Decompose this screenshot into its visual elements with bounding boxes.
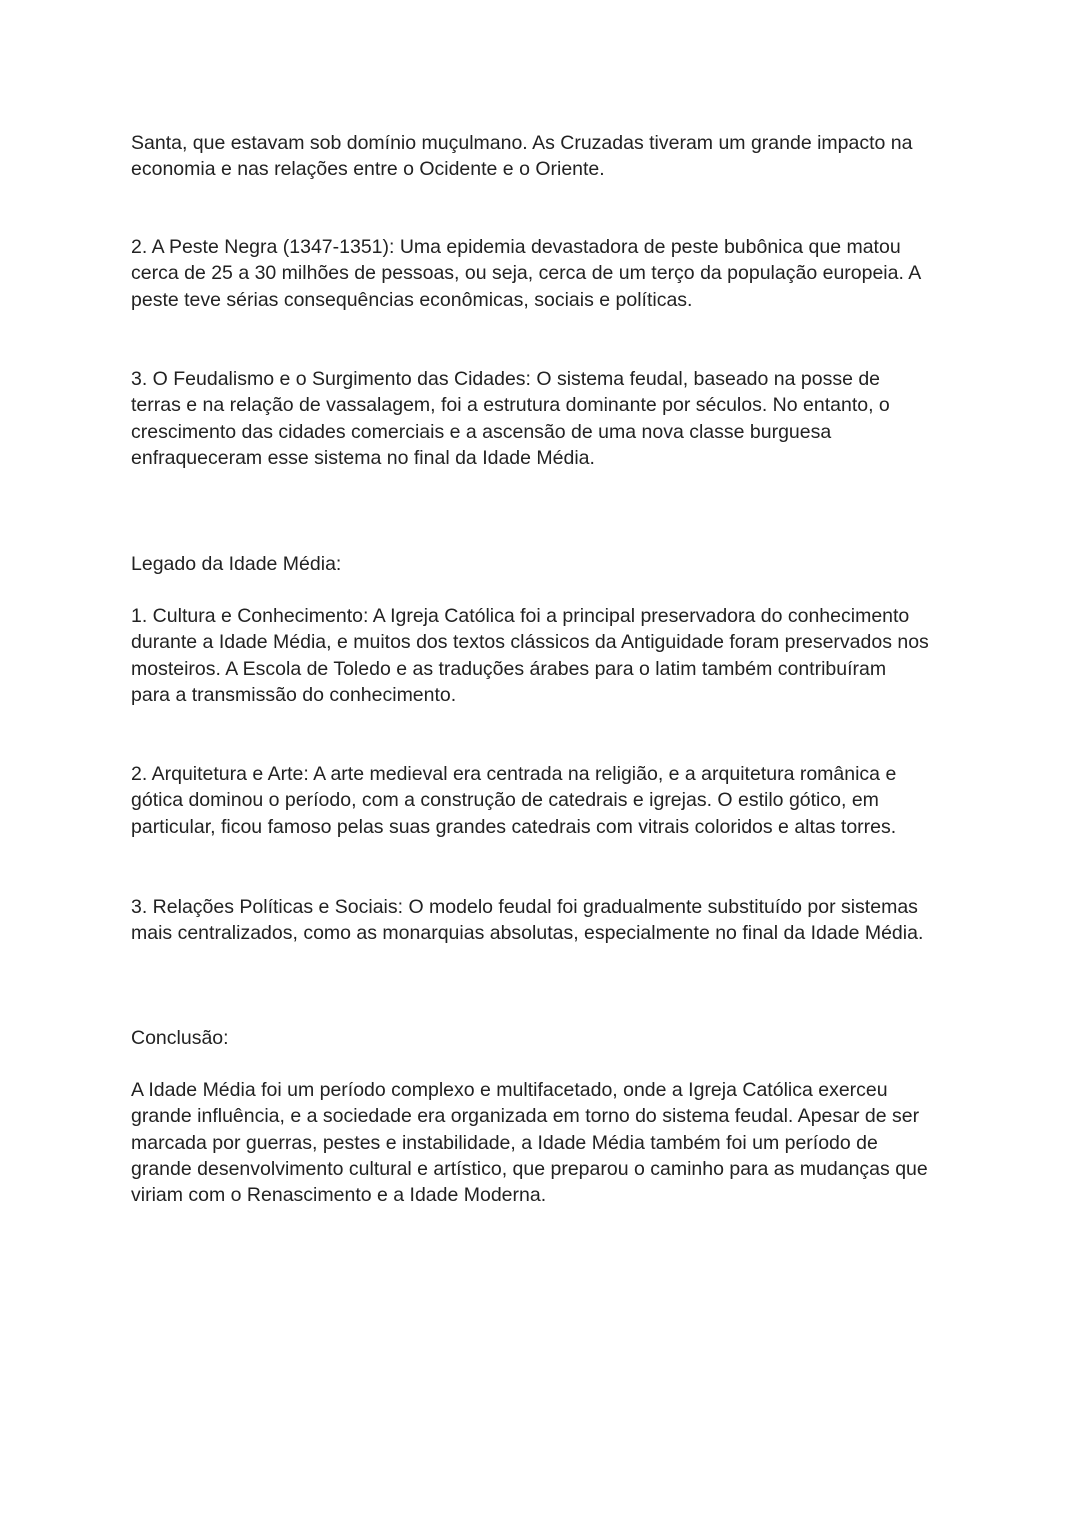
text-line: 3. Relações Políticas e Sociais: O modelo feudal foi gradualmente substituído por sistemas: [131, 896, 918, 918]
text-line: gótica dominou o período, com a construção de catedrais e igrejas. O estilo gótico, em: [131, 789, 879, 812]
text-line: marcada por guerras, pestes e instabilidade, a Idade Média também foi um período de: [131, 1131, 878, 1154]
text-line: A Idade Média foi um período complexo e multifacetado, onde a Igreja Católica exerceu: [131, 1079, 888, 1101]
text-line: enfraqueceram esse sistema no final da Idade Média.: [131, 446, 595, 469]
text-line: grande influência, e a sociedade era organizada em torno do sistema feudal. Apesar de ser: [131, 1105, 920, 1128]
text-line: 3. O Feudalismo e o Surgimento das Cidades: O sistema feudal, baseado na posse de: [131, 368, 881, 390]
text-line: grande desenvolvimento cultural e artístico, que preparou o caminho para as mudanças que: [131, 1157, 928, 1180]
heading-text: Legado da Idade Média:: [131, 553, 342, 575]
conclusion-heading: [131, 1025, 971, 1051]
conclusion-paragraph: [131, 1077, 971, 1208]
text-line: economia e nas relações entre o Ocidente e o Oriente.: [131, 158, 605, 181]
text-line: mosteiros. A Escola de Toledo e as traduções árabes para o latim também contribuíram: [131, 657, 887, 680]
text-line: crescimento das cidades comerciais e a ascensão de uma nova classe burguesa: [131, 420, 832, 443]
text-line: 2. Arquitetura e Arte: A arte medieval era centrada na religião, e a arquitetura românica e: [131, 763, 897, 785]
text-line: cerca de 25 a 30 milhões de pessoas, ou seja, cerca de um terço da população europeia. A: [131, 262, 922, 285]
architecture-art-paragraph: [131, 761, 971, 840]
political-social-paragraph: [131, 894, 971, 947]
text-line: 2. A Peste Negra (1347-1351): Uma epidemia devastadora de peste bubônica que matou: [131, 236, 901, 258]
text-line: Santa, que estavam sob domínio muçulmano. As Cruzadas tiveram um grande impacto na: [131, 132, 913, 154]
black-death-paragraph: [131, 234, 971, 313]
text-line: durante a Idade Média, e muitos dos textos clássicos da Antiguidade foram preservados nos: [131, 631, 929, 654]
culture-knowledge-paragraph: [131, 603, 971, 708]
text-line: mais centralizados, como as monarquias absolutas, especialmente no final da Idade Média.: [131, 922, 924, 945]
text-line: terras e na relação de vassalagem, foi a estrutura dominante por séculos. No entanto, o: [131, 394, 890, 417]
text-line: para a transmissão do conhecimento.: [131, 683, 457, 706]
text-line: peste teve sérias consequências econômicas, sociais e políticas.: [131, 288, 693, 311]
feudalism-paragraph: [131, 366, 971, 471]
text-line: 1. Cultura e Conhecimento: A Igreja Católica foi a principal preservadora do conhecimento: [131, 605, 910, 627]
heading-text: Conclusão:: [131, 1027, 229, 1049]
text-line: viriam com o Renascimento e a Idade Moderna.: [131, 1184, 547, 1207]
crusades-paragraph: [131, 130, 971, 183]
legacy-heading: [131, 551, 971, 577]
text-line: particular, ficou famoso pelas suas grandes catedrais com vitrais coloridos e altas torres.: [131, 815, 897, 838]
